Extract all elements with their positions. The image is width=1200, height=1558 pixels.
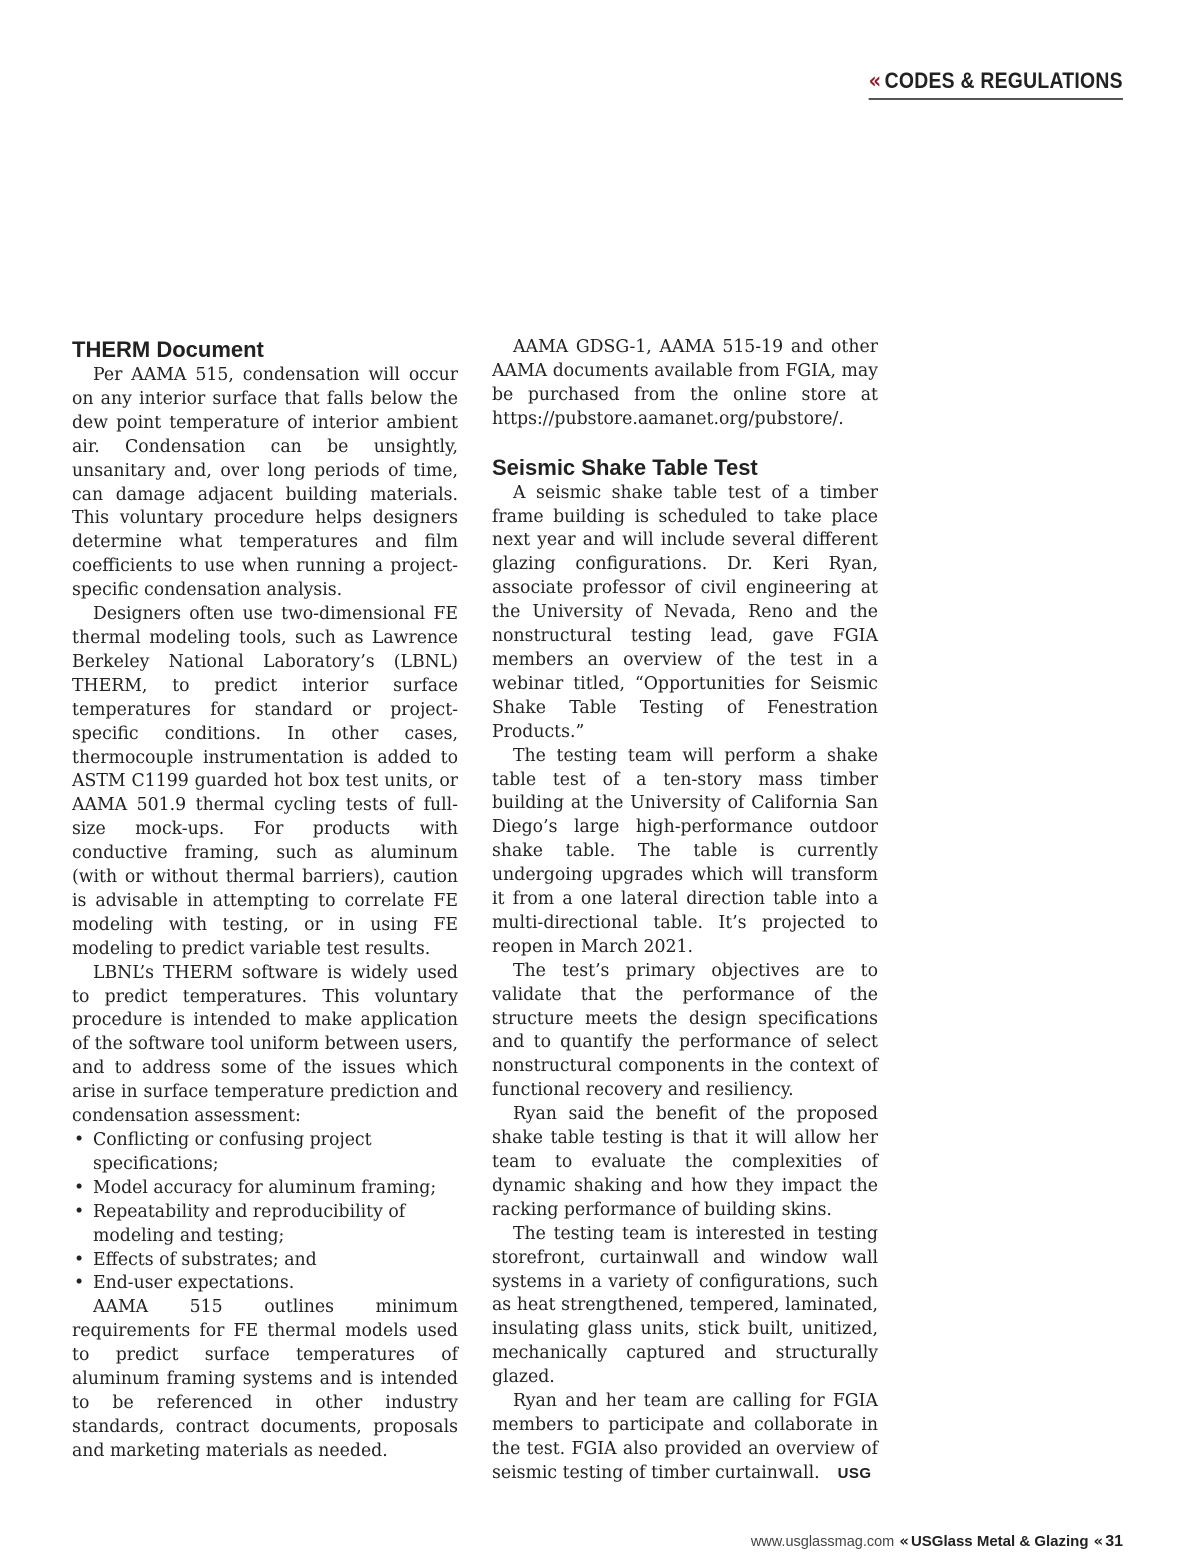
list-item: • Model accuracy for aluminum framing;: [72, 1177, 458, 1201]
therm-paragraph-1: Per AAMA 515, condensation will occur on any interior surface that falls below the dew point temperature of interior ambient air. Condensation can be unsightly, unsanitary and, over long periods of time, can damage adjacent building materials. This voluntary procedure helps designers determine what temperatures and film coefficients to use when running a project-specific condensation analysis.: [72, 365, 458, 601]
seismic-paragraph-2: The testing team will perform a shake table test of a ten-story mass timber building at the University of California San Diego’s large high-performance outdoor shake table. The table is currently undergoing upgrades which will transform it from a one lateral direction table into a multi-directional table. It’s projected to reopen in March 2021.: [492, 745, 878, 957]
seismic-paragraph-1: A seismic shake table test of a timber frame building is scheduled to take place next year and will include several different glazing configurations. Dr. Keri Ryan, associate professor of civil engineering at the University of Nevada, Reno and the nonstructural testing lead, gave FGIA members an overview of the test in a webinar titled, “Opportunities for Seismic Shake Table Testing of Fenestration Products.”: [492, 482, 878, 742]
therm-paragraph-3: LBNL’s THERM software is widely used to predict temperatures. This voluntary procedure is intended to make application of the software tool uniform between users, and to address some of the issues which arise in surface temperature prediction and condensation assessment:: [72, 962, 458, 1127]
pubstore-paragraph: AAMA GDSG-1, AAMA 515-19 and other AAMA documents available from FGIA, may be purchased from the online store at https://pubstore.aamanet.org/pubstore/.: [492, 337, 878, 429]
bullet-icon: •: [74, 1249, 85, 1270]
list-item: • Repeatability and reproducibility of modeling and testing;: [74, 1201, 406, 1246]
therm-paragraph-4: AAMA 515 outlines minimum requirements for FE thermal models used to predict surface temperatures of aluminum framing systems and is intended to be referenced in other industry standards, contract documents, proposals and marketing materials as needed.: [72, 1297, 458, 1461]
chevron-icon: «: [1093, 1532, 1101, 1550]
therm-heading: THERM Document: [72, 337, 264, 362]
list-item: • Conflicting or confusing project specifications;: [74, 1130, 372, 1174]
section-title: CODES & REGULATIONS: [884, 68, 1123, 93]
page-number: 31: [1105, 1533, 1123, 1550]
page-footer: [751, 1532, 1123, 1551]
chevron-icon: «: [899, 1532, 906, 1550]
list-item: • Effects of substrates; and: [72, 1249, 458, 1273]
seismic-paragraph-3: The test’s primary objectives are to validate that the performance of the structure meets the design specifications and to quantify the performance of select nonstructural components in the context of functional recovery and resiliency.: [492, 960, 878, 1101]
seismic-paragraph-4: Ryan said the benefit of the proposed shake table testing is that it will allow her team to evaluate the complexities of dynamic shaking and how they impact the racking performance of building skins.: [492, 1104, 878, 1220]
website-link[interactable]: www.usglassmag.com: [750, 1534, 895, 1550]
bullet-icon: •: [74, 1273, 85, 1294]
bullet-icon: •: [74, 1201, 85, 1222]
bullet-icon: •: [74, 1130, 85, 1150]
right-column: [492, 336, 878, 1486]
magazine-name: USGlass Metal & Glazing: [910, 1533, 1089, 1550]
left-column: [72, 336, 458, 1464]
list-item: • End-user expectations.: [72, 1272, 458, 1296]
bullet-icon: •: [74, 1177, 85, 1198]
seismic-heading: Seismic Shake Table Test: [492, 454, 758, 480]
issues-list: [72, 1129, 458, 1296]
section-header: [869, 68, 1123, 100]
therm-paragraph-2: Designers often use two-dimensional FE thermal modeling tools, such as Lawrence Berkeley National Laboratory’s (LBNL) THERM, to predict interior surface temperatures for standard or project-specific conditions. In other cases, thermocouple instrumentation is added to ASTM C1199 guarded hot box test units, or AAMA 501.9 thermal cycling tests of full-size mock-ups. For products with conductive framing, such as aluminum (with or without thermal barriers), caution is advisable in attempting to correlate FE modeling with testing, or in using FE modeling to predict variable test results.: [72, 604, 458, 959]
chevron-icon: «: [868, 68, 878, 94]
end-mark: USG: [837, 1464, 872, 1482]
seismic-paragraph-5: The testing team is interested in testing storefront, curtainwall and window wall systems in a variety of configurations, such as heat strengthened, tempered, laminated, insulating glass units, stick built, unitized, mechanically captured and structurally glazed.: [492, 1223, 878, 1388]
seismic-paragraph-6: Ryan and her team are calling for FGIA members to participate and collaborate in the test. FGIA also provided an overview of seismic testing of timber curtainwall. USG: [492, 1391, 878, 1483]
